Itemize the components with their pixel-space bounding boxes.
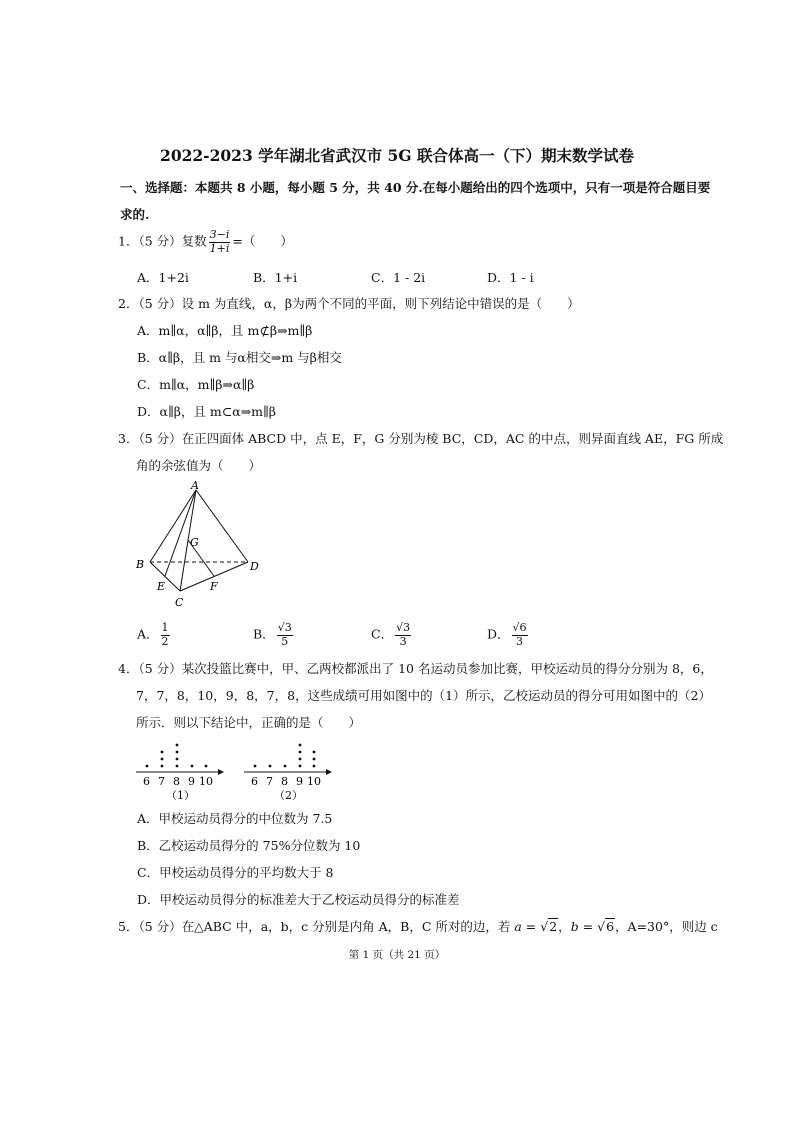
data-dot	[313, 758, 316, 761]
question-3-option-c	[371, 622, 413, 648]
fraction-denominator: 3	[516, 634, 524, 648]
data-dot	[284, 765, 287, 768]
exam-title: 2022-2023 学年湖北省武汉市 5G 联合体高一（下）期末数学试卷	[160, 146, 634, 165]
tetrahedron-figure	[130, 478, 270, 614]
section-heading-line2: 求的.	[120, 207, 150, 222]
fraction-numerator: √3	[277, 621, 292, 634]
fraction-numerator: 3−i	[209, 228, 230, 241]
vertex-label-d: D	[250, 560, 259, 573]
question-3-option-b	[253, 622, 295, 648]
question-5-stem	[118, 917, 718, 935]
sqrt-radicand: 6	[606, 919, 615, 934]
data-dot	[313, 765, 316, 768]
sqrt-6: √6	[597, 919, 615, 934]
vertex-label-a: A	[191, 479, 199, 492]
question-3-stem-line1: 3．（5 分）在正四面体 ABCD 中，点 E，F，G 分别为棱 BC，CD，AC 的中点，则异面直线 AE，FG 所成	[118, 431, 724, 446]
dot-plot-1-tick-10: 10	[199, 775, 213, 788]
question-5-comma: ，	[558, 919, 571, 934]
data-dot	[205, 765, 208, 768]
question-4-stem-line1: 4．（5 分）某次投篮比赛中，甲、乙两校都派出了 10 名运动员参加比赛，甲校运动员的得分分别为 8，6，	[118, 661, 713, 676]
dot-plot-1-tick-6: 6	[143, 775, 150, 788]
dot-plot-2	[244, 733, 336, 803]
option-label: A．	[137, 626, 159, 642]
dot-plot-1-caption: （1）	[166, 789, 195, 802]
option-label: C．	[371, 626, 394, 642]
dot-plot-2-dots	[254, 744, 316, 768]
dot-plot-2-tick-7: 7	[266, 775, 273, 788]
page-footer: 第 1 页（共 21 页）	[348, 949, 446, 961]
question-4-option-c: C．甲校运动员得分的平均数大于 8	[137, 865, 334, 880]
data-dot	[161, 765, 164, 768]
question-2-option-a: A．m∥α，α∥β，且 m⊄β⇒m∥β	[137, 323, 313, 338]
point-label-e: E	[157, 580, 166, 593]
data-dot	[176, 751, 179, 754]
question-5-a-eq: a =	[514, 919, 541, 934]
question-4-stem-line2: 7，7，8，10，9，8，7，8，这些成绩可用如图中的（1）所示，乙校运动员的得分可用如图中的（2）	[136, 688, 711, 703]
fraction-denominator: 2	[161, 634, 169, 648]
sqrt-2: √2	[540, 919, 558, 934]
data-dot	[146, 765, 149, 768]
question-2-stem: 2．（5 分）设 m 为直线，α，β为两个不同的平面，则下列结论中错误的是（ ）	[118, 296, 580, 311]
data-dot	[176, 765, 179, 768]
question-2-option-c: C．m∥α，m∥β⇒α∥β	[137, 377, 255, 392]
vertex-label-b: B	[136, 558, 145, 571]
question-3-option-a	[137, 622, 172, 648]
fraction-numerator: 1	[161, 621, 169, 634]
question-1-suffix: =（ ）	[232, 233, 293, 249]
dot-plot-1-tick-7: 7	[158, 775, 165, 788]
data-dot	[161, 758, 164, 761]
data-dot	[299, 765, 302, 768]
question-1-option-d: D．1 - i	[487, 270, 534, 285]
question-4-option-d: D．甲校运动员得分的标准差大于乙校运动员得分的标准差	[137, 892, 460, 907]
data-dot	[269, 765, 272, 768]
sqrt-radicand: 2	[549, 919, 558, 934]
question-1-option-a: A．1+2i	[137, 270, 189, 285]
question-5-part2: ，A=30°，则边 c	[615, 919, 718, 934]
dot-plot-1-tick-9: 9	[188, 775, 195, 788]
dot-plot-2-tick-6: 6	[251, 775, 258, 788]
dot-plot-2-tick-10: 10	[307, 775, 321, 788]
fraction-numerator: √3	[396, 621, 411, 634]
question-2-option-b: B．α∥β，且 m 与α相交⇒m 与β相交	[137, 350, 342, 365]
question-1-stem	[118, 229, 293, 255]
data-dot	[176, 744, 179, 747]
section-heading-line1: 一、选择题：本题共 8 小题，每小题 5 分，共 40 分.在每小题给出的四个选项中，只有一项是符合题目要	[120, 180, 711, 195]
data-dot	[191, 765, 194, 768]
data-dot	[299, 758, 302, 761]
data-dot	[299, 744, 302, 747]
question-1-option-b: B．1+i	[253, 270, 298, 285]
fraction-numerator: √6	[512, 621, 527, 634]
question-3-stem-line2: 角的余弦值为（ ）	[136, 458, 262, 473]
fraction-denominator: 3	[399, 634, 407, 648]
question-1-fraction	[209, 229, 231, 255]
dot-plot-2-tick-9: 9	[296, 775, 303, 788]
dot-plot-1-tick-8: 8	[173, 775, 180, 788]
question-4-option-a: A．甲校运动员得分的中位数为 7.5	[137, 811, 333, 826]
fraction-denominator: 1+i	[209, 241, 230, 255]
point-label-g: G	[190, 536, 199, 549]
option-label: D．	[487, 626, 510, 642]
data-dot	[176, 758, 179, 761]
data-dot	[254, 765, 257, 768]
dot-plot-2-caption: （2）	[274, 789, 303, 802]
data-dot	[313, 751, 316, 754]
data-dot	[161, 751, 164, 754]
question-1-prefix: 1．（5 分）复数	[118, 233, 207, 249]
question-1-option-c: C．1 - 2i	[371, 270, 426, 285]
question-2-option-d: D．α∥β，且 m⊂α⇒m∥β	[137, 404, 277, 419]
dot-plot-1-dots	[146, 744, 208, 768]
dot-plot-1	[136, 733, 228, 803]
option-label: B．	[253, 626, 275, 642]
vertex-label-c: C	[175, 596, 184, 609]
point-label-f: F	[210, 580, 218, 593]
data-dot	[299, 751, 302, 754]
question-5-part1: 5．（5 分）在△ABC 中，a，b，c 分别是内角 A，B，C 所对的边，若	[118, 919, 511, 934]
question-3-option-d	[487, 622, 530, 648]
fraction-denominator: 5	[281, 634, 289, 648]
question-4-stem-line3: 所示．则以下结论中，正确的是（ ）	[136, 715, 362, 730]
question-5-b-eq: b =	[570, 919, 598, 934]
question-4-option-b: B．乙校运动员得分的 75%分位数为 10	[137, 838, 361, 853]
dot-plot-2-tick-8: 8	[281, 775, 288, 788]
